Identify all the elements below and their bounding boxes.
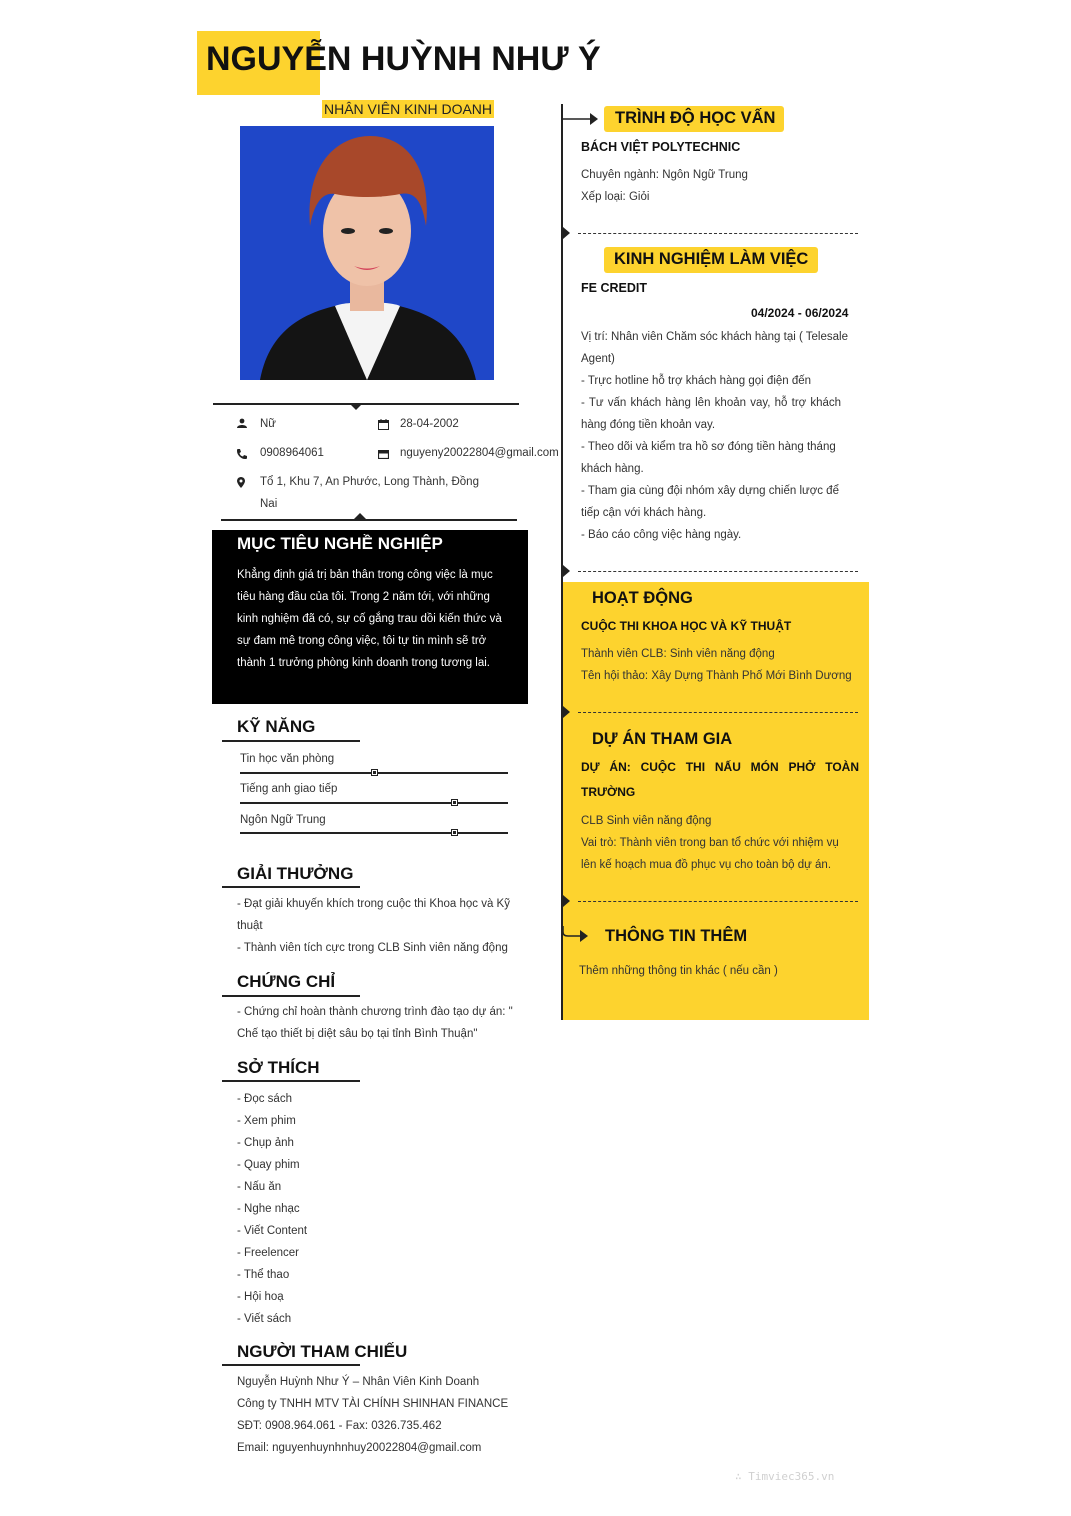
skill-level-knob <box>451 829 458 836</box>
section-divider <box>578 901 858 902</box>
section-divider <box>578 712 858 713</box>
certificates-title: CHỨNG CHỈ <box>237 972 336 991</box>
phone-value: 0908964061 <box>260 447 324 459</box>
skills-title: KỸ NĂNG <box>237 717 316 736</box>
skill-level-knob <box>451 799 458 806</box>
experience-period: 04/2024 - 06/2024 <box>751 306 849 320</box>
hobby-item: - Nghe nhạc <box>237 1203 300 1215</box>
company-name: FE CREDIT <box>581 281 647 295</box>
activity-line: Thành viên CLB: Sinh viên năng động <box>581 648 775 660</box>
hobby-item: - Freelencer <box>237 1247 299 1259</box>
experience-line: - Trực hotline hỗ trợ khách hàng gọi điện đến <box>581 375 812 387</box>
timeline-marker <box>563 895 570 907</box>
certificates-underline <box>222 995 360 997</box>
hobby-item: - Nấu ăn <box>237 1181 282 1193</box>
skill-label: Ngôn Ngữ Trung <box>240 814 326 826</box>
references-underline <box>222 1364 360 1366</box>
certificate-line: Chế tạo thiết bị diệt sâu bọ tại tỉnh Bình Thuận" <box>237 1028 478 1040</box>
hobby-item: - Thể thao <box>237 1269 290 1281</box>
birthday-value: 28-04-2002 <box>400 418 459 430</box>
watermark <box>735 1470 834 1483</box>
objective-section <box>212 530 528 704</box>
experience-title: KINH NGHIỆM LÀM VIỆC <box>614 250 809 268</box>
experience-line: - Theo dõi và kiểm tra hồ sơ đóng tiền hàng tháng <box>581 441 836 453</box>
reference-line: Email: nguyenhuynhnhuy20022804@gmail.com <box>237 1442 482 1454</box>
watermark-icon: ∴ <box>735 1470 749 1483</box>
contact-bottom-rule <box>221 519 517 521</box>
section-divider <box>578 233 858 234</box>
hobby-item: - Hội hoạ <box>237 1291 284 1303</box>
email-icon <box>378 446 389 464</box>
reference-line: SĐT: 0908.964.061 - Fax: 0326.735.462 <box>237 1420 442 1432</box>
timeline-marker <box>563 227 570 239</box>
timeline-marker <box>563 565 570 577</box>
reference-line: Công ty TNHH MTV TÀI CHÍNH SHINHAN FINANCE <box>237 1398 509 1410</box>
hobby-item: - Viết Content <box>237 1225 308 1237</box>
awards-line: - Đạt giải khuyến khích trong cuộc thi Khoa học và Kỹ <box>237 898 510 910</box>
education-rank: Xếp loại: Giỏi <box>581 191 650 203</box>
watermark-text: Timviec365.vn <box>748 1470 835 1483</box>
experience-line: - Báo cáo công việc hàng ngày. <box>581 529 742 541</box>
awards-title: GIẢI THƯỞNG <box>237 864 354 883</box>
timeline-marker <box>563 706 570 718</box>
project-line: lên kế hoạch mua đồ phục vụ cho toàn bộ dự án. <box>581 859 832 871</box>
contact-top-rule <box>213 403 519 405</box>
experience-line: tiếp cận với khách hàng. <box>581 507 707 519</box>
hobby-item: - Chụp ảnh <box>237 1137 294 1149</box>
hobby-item: - Xem phim <box>237 1115 296 1127</box>
experience-line: - Tham gia cùng đội nhóm xây dựng chiến lược để <box>581 485 839 497</box>
calendar-icon <box>378 417 389 435</box>
awards-line: thuật <box>237 920 263 932</box>
hobby-item: - Viết sách <box>237 1313 292 1325</box>
extra-text: Thêm những thông tin khác ( nếu cần ) <box>579 965 778 977</box>
objective-text: Khẳng định giá trị bản thân trong công việc là mục tiêu hàng đầu của tôi. Trong 2 năm tới, với những kinh nghiệm đã có, sự cố gắng trau dồi kiến thức và sự đam mê trong công việc, tôi tự tin mình sẽ trở thành 1 trưởng phòng kinh doanh trong tương lai. <box>237 569 502 669</box>
project-name: DỰ ÁN: CUỘC THI NẤU MÓN PHỞ TOÀN <box>581 760 859 774</box>
project-name-cont: TRƯỜNG <box>581 785 636 799</box>
activity-line: Tên hội thảo: Xây Dựng Thành Phố Mới Bình Dương <box>581 670 852 682</box>
caret-up-icon <box>354 513 366 519</box>
certificate-line: - Chứng chỉ hoàn thành chương trình đào tạo dự án: " <box>237 1006 513 1018</box>
experience-line: - Tư vấn khách hàng lên khoản vay, hỗ trợ khách <box>581 397 842 409</box>
arrow-right-icon <box>562 111 598 127</box>
arrow-curve-right-icon <box>562 926 588 946</box>
experience-line: Vị trí: Nhân viên Chăm sóc khách hàng tại ( Telesale <box>581 331 848 343</box>
experience-line: khách hàng. <box>581 463 644 475</box>
reference-line: Nguyễn Huỳnh Như Ý – Nhân Viên Kinh Doanh <box>237 1376 480 1388</box>
activity-event: CUỘC THI KHOA HỌC VÀ KỸ THUẬT <box>581 619 792 633</box>
skills-underline <box>222 740 360 742</box>
caret-down-icon <box>350 404 362 410</box>
extra-title: THÔNG TIN THÊM <box>605 927 748 945</box>
user-icon <box>237 418 247 431</box>
objective-title: MỤC TIÊU NGHỀ NGHIỆP <box>237 534 443 553</box>
map-pin-icon <box>237 475 245 493</box>
skill-bar <box>240 802 508 804</box>
education-major: Chuyên ngành: Ngôn Ngữ Trung <box>581 169 748 181</box>
awards-line: - Thành viên tích cực trong CLB Sinh viên năng động <box>237 942 508 954</box>
hobby-item: - Đọc sách <box>237 1093 292 1105</box>
email-value[interactable]: nguyeny20022804@gmail.com <box>400 447 559 459</box>
project-line: Vai trò: Thành viên trong ban tổ chức với nhiệm vụ <box>581 837 839 849</box>
experience-line: hàng đóng tiền khoản vay. <box>581 419 716 431</box>
projects-title: DỰ ÁN THAM GIA <box>592 730 733 748</box>
skill-level-knob <box>371 769 378 776</box>
hobbies-underline <box>222 1080 360 1082</box>
hobbies-title: SỞ THÍCH <box>237 1058 320 1077</box>
hobby-item: - Quay phim <box>237 1159 300 1171</box>
school-name: BÁCH VIỆT POLYTECHNIC <box>581 140 741 154</box>
candidate-name: NGUYỄN HUỲNH NHƯ Ý <box>206 40 601 78</box>
profile-photo <box>240 126 494 380</box>
gender-value: Nữ <box>260 418 277 430</box>
references-title: NGƯỜI THAM CHIẾU <box>237 1342 408 1361</box>
activities-title: HOẠT ĐỘNG <box>592 589 693 607</box>
section-divider <box>578 571 858 572</box>
portrait-illustration <box>240 126 494 380</box>
project-line: CLB Sinh viên năng động <box>581 815 712 827</box>
job-title: NHÂN VIÊN KINH DOANH <box>324 101 493 117</box>
skill-label: Tin học văn phòng <box>240 753 335 765</box>
address-line-1: Tổ 1, Khu 7, An Phước, Long Thành, Đồng <box>260 476 479 488</box>
phone-icon <box>237 446 247 464</box>
timeline-line <box>561 104 563 1020</box>
address-line-2: Nai <box>260 498 278 510</box>
education-title: TRÌNH ĐỘ HỌC VẤN <box>615 109 776 127</box>
skill-label: Tiếng anh giao tiếp <box>240 783 338 795</box>
experience-line: Agent) <box>581 353 615 365</box>
awards-underline <box>222 886 360 888</box>
skill-bar <box>240 832 508 834</box>
